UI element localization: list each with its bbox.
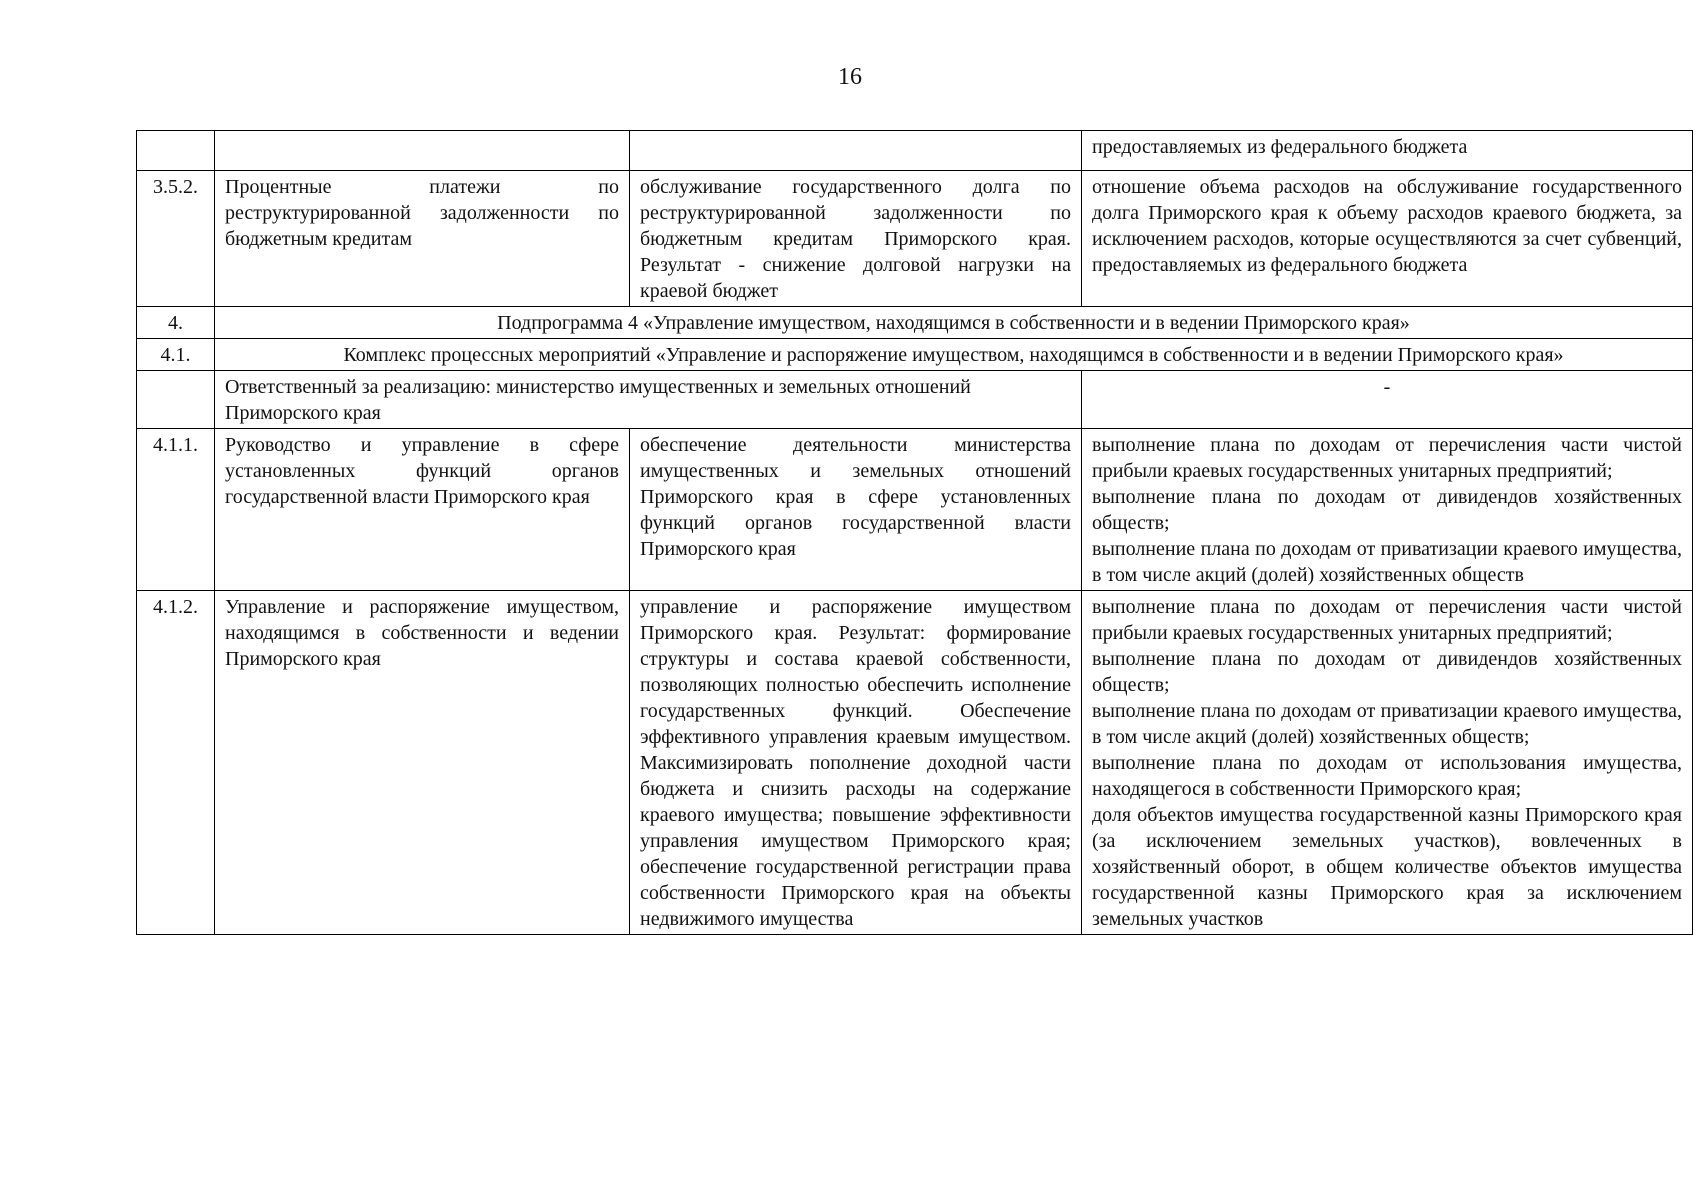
measure-name: Процентные платежи по реструктурированной задолженности по бюджетным кредитам (215, 171, 630, 307)
measure-indicator: отношение объема расходов на обслуживание государственного долга Приморского края к объему расходов краевого бюджета, за исключением расходов, которые осуществляются за счет субвенций, предоставляемых из федерального бюджета (1082, 171, 1693, 307)
indicator-cell: предоставляемых из федерального бюджета (1082, 131, 1693, 171)
table-row (137, 339, 1693, 371)
row-number: 4.1. (137, 339, 215, 371)
subprogram-title: Подпрограмма 4 «Управление имуществом, находящимся в собственности и в ведении Приморского края» (215, 307, 1693, 339)
row-number: 4.1.2. (137, 591, 215, 935)
table-row (137, 131, 1693, 171)
row-number: 3.5.2. (137, 171, 215, 307)
measure-name: Управление и распоряжение имуществом, находящимся в собственности и ведении Приморского края (215, 591, 630, 935)
row-number: 4. (137, 307, 215, 339)
complex-title: Комплекс процессных мероприятий «Управление и распоряжение имуществом, находящимся в собственности и в ведении Приморского края» (215, 339, 1693, 371)
responsible-executor: Ответственный за реализацию: министерство имущественных и земельных отношений Приморского края (215, 371, 1082, 429)
measures-table (136, 130, 1693, 935)
indicator-item: выполнение плана по доходам от перечисления части чистой прибыли краевых государственных унитарных предприятий; (1092, 596, 1682, 644)
indicator-item: доля объектов имущества государственной казны Приморского края (за исключением земельных участков), вовлеченных в хозяйственный оборот, в общем количестве объектов имущества государственной казны Приморского края за исключением земельных участков (1092, 804, 1682, 930)
measure-indicators (1082, 591, 1693, 935)
page-number: 16 (838, 64, 862, 90)
name-cell (215, 131, 630, 171)
measure-task: обслуживание государственного долга по реструктурированной задолженности по бюджетным кредитам Приморского края. Результат - снижение долговой нагрузки на краевой бюджет (630, 171, 1082, 307)
table-row (137, 171, 1693, 307)
row-number-cell (137, 131, 215, 171)
measure-name: Руководство и управление в сфере установленных функций органов государственной власти Приморского края (215, 429, 630, 591)
measure-indicators (1082, 429, 1693, 591)
indicator-item: выполнение плана по доходам от приватизации краевого имущества, в том числе акций (долей) хозяйственных обществ; (1092, 700, 1682, 748)
task-cell (630, 131, 1082, 171)
table-row (137, 429, 1693, 591)
indicator-item: выполнение плана по доходам от использования имущества, находящегося в собственности Приморского края; (1092, 752, 1682, 800)
indicator-item: выполнение плана по доходам от дивидендов хозяйственных обществ; (1092, 486, 1682, 534)
measure-task: управление и распоряжение имуществом Приморского края. Результат: формирование структуры и состава краевой собственности, позволяющих полностью обеспечить исполнение государственных функций. Обеспечение эффективного управления краевым имуществом. Максимизировать пополнение доходной части бюджета и снизить расходы на содержание краевого имущества; повышение эффективности управления имуществом Приморского края; обеспечение государственной регистрации права собственности Приморского края на объекты недвижимого имущества (630, 591, 1082, 935)
indicator-item: выполнение плана по доходам от дивидендов хозяйственных обществ; (1092, 648, 1682, 696)
indicator-item: выполнение плана по доходам от приватизации краевого имущества, в том числе акций (долей) хозяйственных обществ (1092, 538, 1682, 586)
table-row (137, 591, 1693, 935)
measure-task: обеспечение деятельности министерства имущественных и земельных отношений Приморского края в сфере установленных функций органов государственной власти Приморского края (630, 429, 1082, 591)
row-number-cell (137, 371, 215, 429)
table-row (137, 307, 1693, 339)
indicator-item: выполнение плана по доходам от перечисления части чистой прибыли краевых государственных унитарных предприятий; (1092, 434, 1682, 482)
row-number: 4.1.1. (137, 429, 215, 591)
responsible-dash: - (1082, 371, 1693, 429)
table-row (137, 371, 1693, 429)
